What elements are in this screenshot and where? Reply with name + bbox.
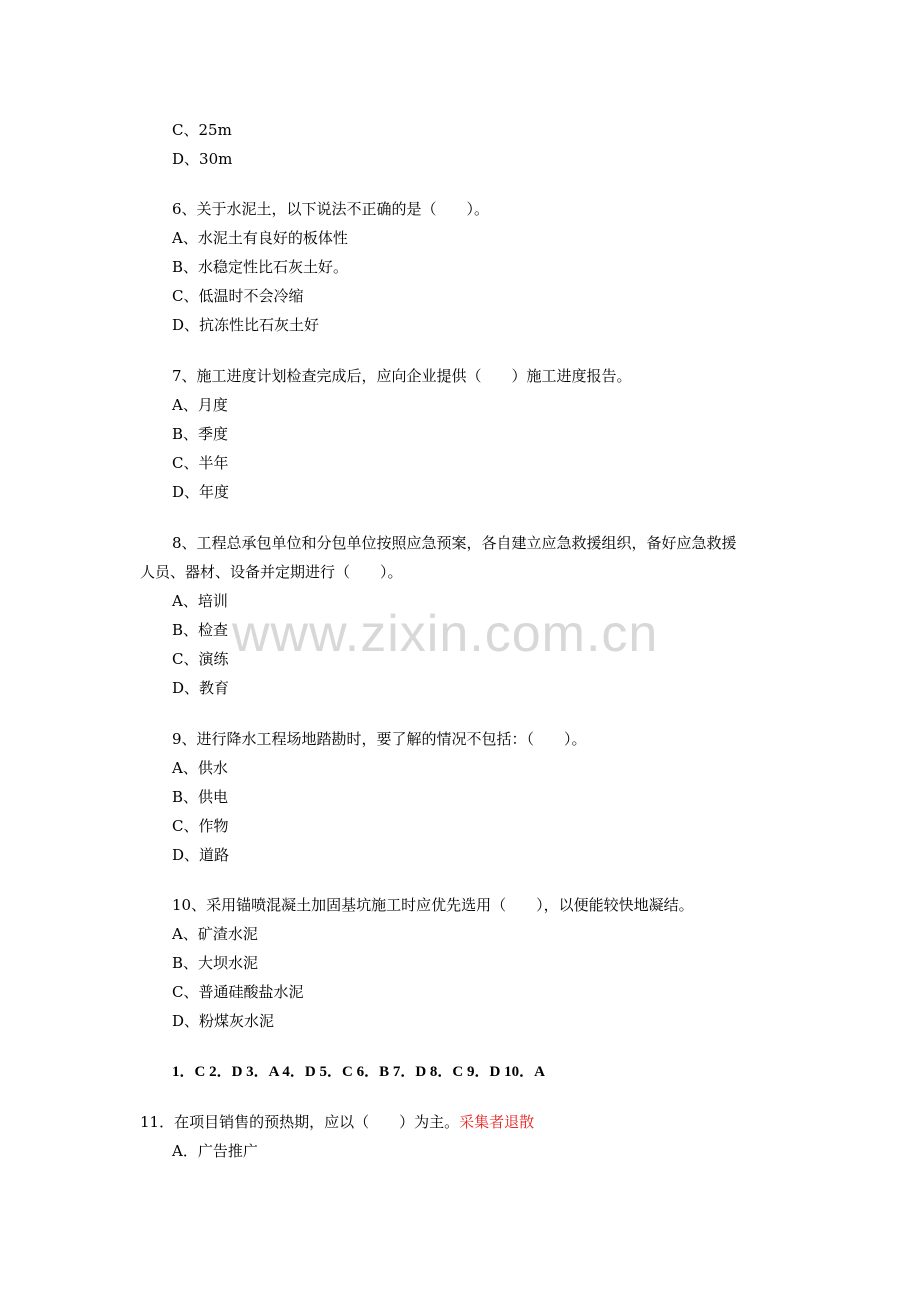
q7-stem: 7、施工进度计划检查完成后，应向企业提供（ ）施工进度报告。 bbox=[172, 367, 632, 385]
q8-option-a: A、培训 bbox=[172, 592, 228, 610]
q8-option-b: B、检查 bbox=[172, 621, 229, 639]
q7-option-a: A、月度 bbox=[172, 396, 228, 414]
q6-option-a: A、水泥土有良好的板体性 bbox=[172, 229, 348, 247]
q8-option-c: C、演练 bbox=[172, 650, 229, 668]
q6-option-d: D、抗冻性比石灰土好 bbox=[172, 316, 320, 334]
q7-option-c: C、半年 bbox=[172, 454, 229, 472]
q9-option-c: C、作物 bbox=[172, 817, 229, 835]
q6-option-c: C、低温时不会冷缩 bbox=[172, 287, 304, 305]
q10-option-a: A、矿渣水泥 bbox=[172, 925, 258, 943]
q8-stem-line1: 8、工程总承包单位和分包单位按照应急预案，各自建立应急救援组织，备好应急救援 bbox=[172, 534, 737, 552]
q7-option-d: D、年度 bbox=[172, 483, 230, 501]
q11-option-a: A．广告推广 bbox=[172, 1142, 258, 1160]
stamp-text: 采集者退散 bbox=[459, 1113, 535, 1131]
q5-option-d: D、30m bbox=[172, 150, 233, 168]
answer-key: 1．C 2．D 3．A 4．D 5．C 6．B 7．D 8．C 9．D 10．A bbox=[172, 1064, 545, 1080]
q5-option-c: C、25m bbox=[172, 121, 232, 139]
watermark: www.zixin.com.cn bbox=[232, 605, 659, 663]
q10-stem: 10、采用锚喷混凝土加固基坑施工时应优先选用（ ），以便能较快地凝结。 bbox=[172, 896, 694, 914]
q9-option-d: D、道路 bbox=[172, 846, 230, 864]
q10-option-d: D、粉煤灰水泥 bbox=[172, 1012, 275, 1030]
q9-option-b: B、供电 bbox=[172, 788, 229, 806]
q10-option-b: B、大坝水泥 bbox=[172, 954, 259, 972]
q9-option-a: A、供水 bbox=[172, 759, 228, 777]
q9-stem: 9、进行降水工程场地踏勘时，要了解的情况不包括：（ ）。 bbox=[172, 730, 587, 748]
q6-stem: 6、关于水泥土，以下说法不正确的是（ ）。 bbox=[172, 200, 490, 218]
q7-option-b: B、季度 bbox=[172, 425, 229, 443]
q11-stem: 11．在项目销售的预热期，应以（ ）为主。 bbox=[140, 1113, 460, 1131]
q6-option-b: B、水稳定性比石灰土好。 bbox=[172, 258, 349, 276]
q11-stem-line bbox=[140, 1112, 534, 1132]
q8-option-d: D、教育 bbox=[172, 679, 230, 697]
q8-stem-line2: 人员、器材、设备并定期进行（ ）。 bbox=[140, 563, 403, 581]
q10-option-c: C、普通硅酸盐水泥 bbox=[172, 983, 304, 1001]
